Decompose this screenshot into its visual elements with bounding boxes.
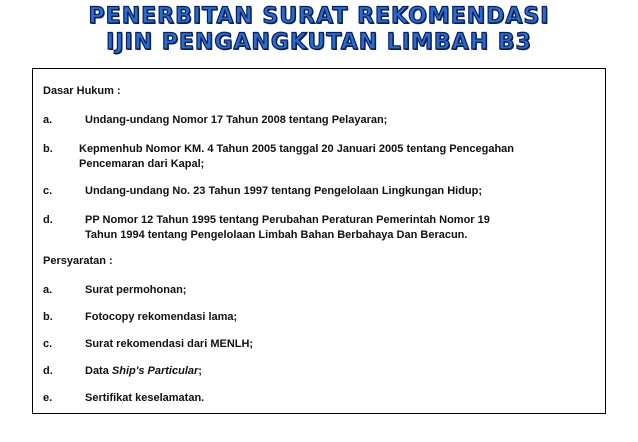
item-letter: a.	[43, 284, 53, 296]
item-text-continued: Pencemaran dari Kapal;	[79, 158, 205, 170]
content-box	[32, 68, 606, 414]
item-letter: d.	[43, 214, 53, 226]
item-text: Surat rekomendasi dari MENLH;	[85, 338, 254, 350]
item-letter: b.	[43, 143, 53, 155]
item-text: Surat permohonan;	[85, 284, 187, 296]
item-text-prefix: Data	[85, 365, 112, 377]
item-text-italic: Ship's Particular	[111, 365, 199, 377]
title-line-1: PENERBITAN SURAT REKOMENDASI	[88, 4, 550, 29]
item-text-continued: Tahun 1994 tentang Pengelolaan Limbah Bahan Berbahaya Dan Beracun.	[85, 229, 468, 241]
item-letter: c.	[43, 185, 53, 197]
item-text: Fotocopy rekomendasi lama;	[85, 311, 238, 323]
item-text-suffix: ;	[198, 365, 202, 377]
item-letter: b.	[43, 311, 53, 323]
item-text: PP Nomor 12 Tahun 1995 tentang Perubahan Peraturan Pemerintah Nomor 19	[85, 214, 490, 226]
item-text: Undang-undang Nomor 17 Tahun 2008 tentang Pelayaran;	[85, 114, 388, 126]
item-letter: c.	[43, 338, 53, 350]
item-letter: d.	[43, 365, 53, 377]
slide-title	[0, 4, 638, 56]
item-letter: a.	[43, 114, 53, 126]
persyaratan-heading: Persyaratan :	[43, 255, 113, 267]
title-line-2: IJIN PENGANGKUTAN LIMBAH B3	[106, 30, 532, 55]
item-text	[85, 363, 202, 379]
item-text: Kepmenhub Nomor KM. 4 Tahun 2005 tanggal 20 Januari 2005 tentang Pencegahan	[79, 143, 515, 155]
item-text: Sertifikat keselamatan.	[85, 392, 205, 404]
item-letter: e.	[43, 392, 53, 404]
item-text: Undang-undang No. 23 Tahun 1997 tentang Pengelolaan Lingkungan Hidup;	[85, 185, 483, 197]
dasar-hukum-heading: Dasar Hukum :	[43, 85, 121, 97]
